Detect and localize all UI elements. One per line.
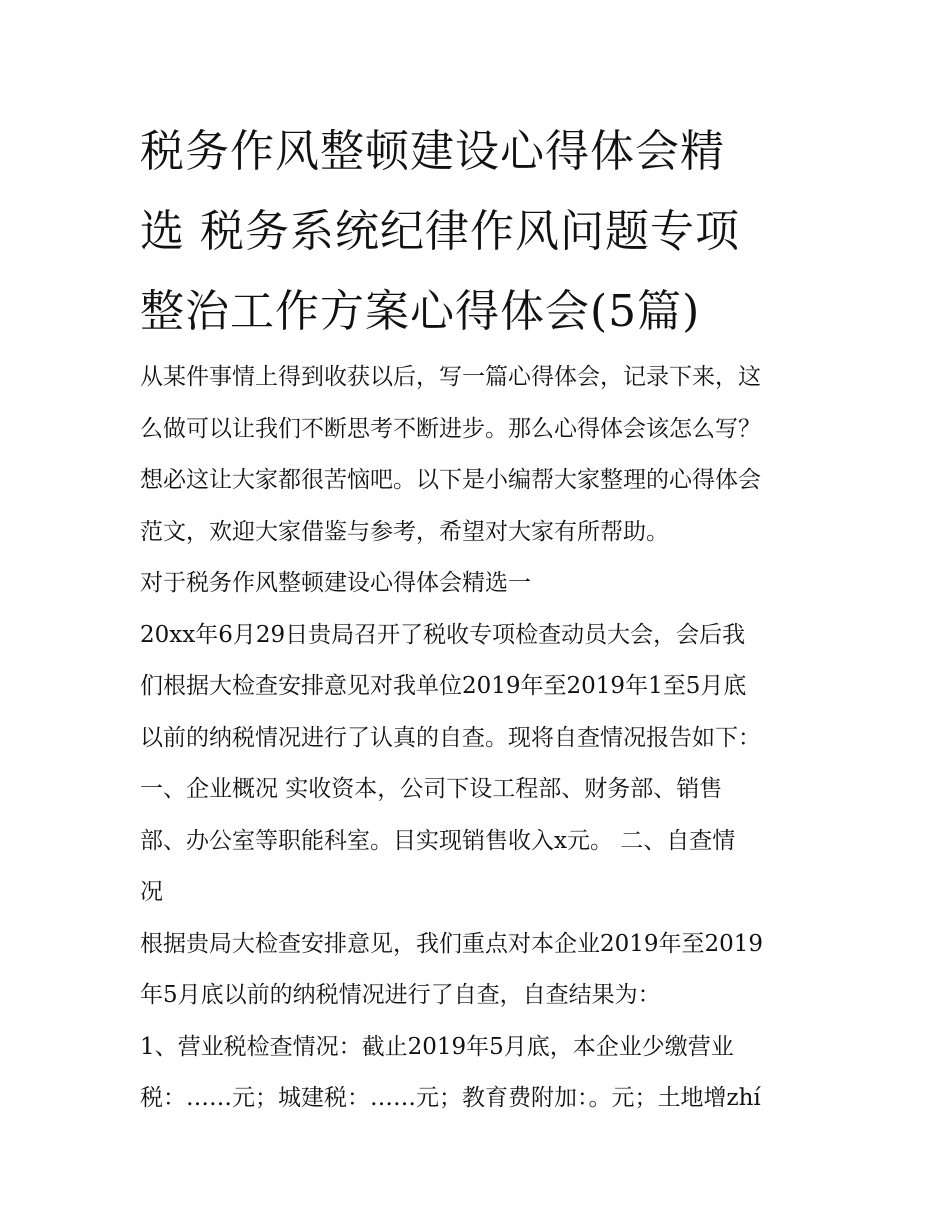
text-line: 部、办公室等职能科室。目实现销售收入x元。 二、自查情	[140, 827, 736, 854]
text-line: 范文，欢迎大家借鉴与参考，希望对大家有所帮助。	[140, 518, 669, 545]
text-line: 从某件事情上得到收获以后，写一篇心得体会，记录下来，这	[140, 364, 761, 390]
title-line: 选 税务系统纪律作风问题专项	[140, 206, 740, 257]
text-line: 想必这让大家都很苦恼吧。以下是小编帮大家整理的心得体会	[140, 467, 761, 493]
text-line: 1、营业税检查情况：截止2019年5月底，本企业少缴营业	[140, 1033, 734, 1060]
text-line: 税：……元；城建税：……元；教育费附加：。元；土地增zhí	[140, 1085, 761, 1111]
document-body	[140, 352, 830, 1125]
text-line: 一、企业概况 实收资本，公司下设工程部、财务部、销售	[140, 776, 723, 802]
text-line: 年5月底以前的纳税情况进行了自查，自查结果为：	[140, 982, 661, 1008]
document-title	[140, 112, 830, 352]
text-line: 根据贵局大检查安排意见，我们重点对本企业2019年至2019	[140, 930, 764, 957]
text-line: 么做可以让我们不断思考不断进步。那么心得体会该怎么写？	[140, 415, 761, 442]
text-line: 们根据大检查安排意见对我单位2019年至2019年1至5月底	[140, 673, 747, 699]
title-line: 整治工作方案心得体会(5篇)	[140, 286, 701, 337]
text-line: 以前的纳税情况进行了认真的自查。现将自查情况报告如下：	[140, 724, 761, 751]
text-line: 20xx年6月29日贵局召开了税收专项检查动员大会，会后我	[140, 621, 746, 648]
title-line: 税务作风整顿建设心得体会精	[140, 126, 725, 177]
text-line: 况	[140, 879, 163, 905]
section-heading: 对于税务作风整顿建设心得体会精选一	[140, 570, 531, 596]
